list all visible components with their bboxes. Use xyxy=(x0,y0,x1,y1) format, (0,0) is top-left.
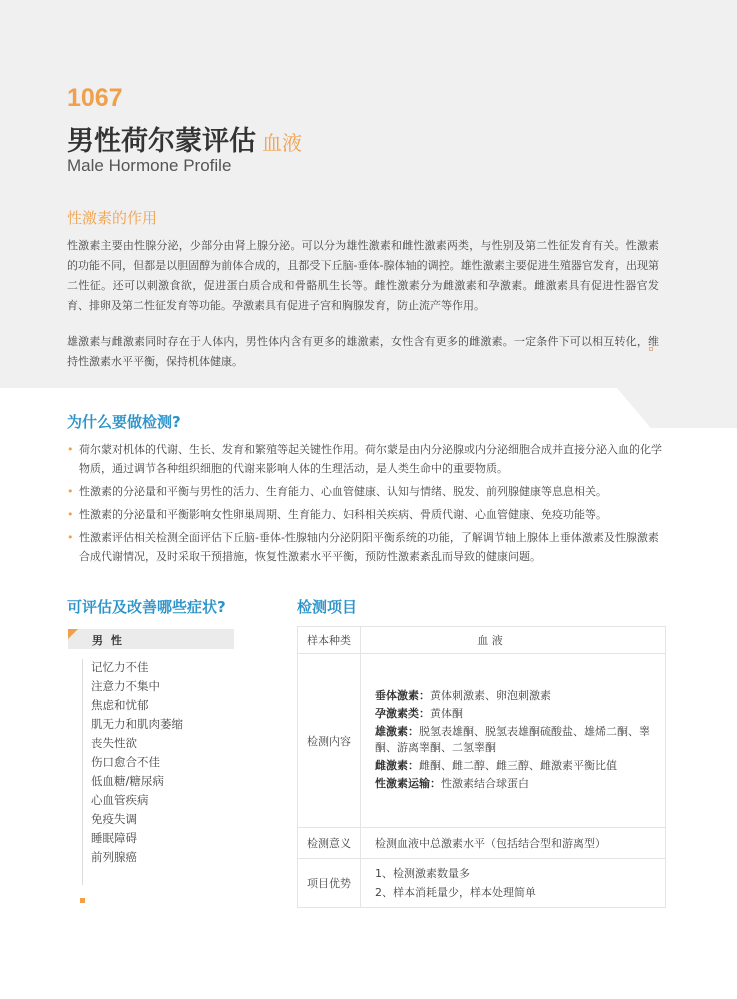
intro-paragraph-2: 雄激素与雌激素同时存在于人体内，男性体内含有更多的雄激素，女性含有更多的雌激素。一定条件下可以相互转化，维持性激素水平平衡，保持机体健康。 xyxy=(67,335,659,368)
meaning-label: 检测意义 xyxy=(298,828,361,859)
english-title: Male Hormone Profile xyxy=(67,156,232,175)
corner-triangle-icon xyxy=(68,629,78,639)
content-cell xyxy=(361,654,666,828)
advantage-item: 1、检测激素数量多 xyxy=(375,867,470,880)
content-key: 垂体激素： xyxy=(375,688,430,702)
advantage-item: 2、样本消耗量少，样本处理简单 xyxy=(375,886,536,899)
list-item: 睡眠障碍 xyxy=(91,831,137,845)
list-item: 伤口愈合不佳 xyxy=(91,755,160,769)
corner-mark xyxy=(649,347,653,351)
content-line xyxy=(375,758,665,774)
symptom-divider xyxy=(82,659,83,885)
table-row xyxy=(298,654,666,828)
list-item xyxy=(67,528,667,566)
list-item xyxy=(67,482,667,501)
content-value: 黄体酮 xyxy=(430,706,463,720)
list-item: 低血糖/糖尿病 xyxy=(91,774,164,788)
bullet-icon: • xyxy=(67,443,74,456)
list-item xyxy=(67,440,667,478)
content-key: 雄激素： xyxy=(375,724,419,738)
why-bullet-list xyxy=(67,440,667,570)
content-value: 雌酮、雌二醇、雌三醇、雌激素平衡比值 xyxy=(419,758,617,772)
bullet-text: 性激素评估相关检测全面评估下丘脑-垂体-性腺轴内分泌阴阳平衡系统的功能，了解调节轴上腺体上垂体激素及性腺激素合成代谢情况，及时采取干预措施，恢复性激素水平平衡，预防性激素紊乱而导致的健康问题。 xyxy=(79,531,659,563)
list-item xyxy=(67,505,667,524)
bullet-icon: • xyxy=(67,485,74,498)
content-label: 检测内容 xyxy=(298,654,361,828)
content-value: 脱氢表雄酮、脱氢表雄酮硫酸盐、雄烯二酮、睾酮、游离睾酮、二氢睾酮 xyxy=(375,724,650,754)
intro-paragraph-1: 性激素主要由性腺分泌，少部分由肾上腺分泌。可以分为雄性激素和雌性激素两类，与性别及第二性征发育有关。性激素的功能不同，但都是以胆固醇为前体合成的，且都受下丘脑-垂体-腺体轴的调控。雄性激素主要促进生殖器官发育，出现第二性征。还可以刺激食欲，促进蛋白质合成和骨骼肌生长等。雌性激素分为雌激素和孕激素。雌激素具有促进性器官发育、排卵及第二性征发育等功能。孕激素具有促进子宫和胸腺发育，防止流产等作用。 xyxy=(67,239,659,312)
content-key: 性激素运输： xyxy=(375,776,441,790)
content-value: 黄体刺激素、卵泡刺激素 xyxy=(430,688,551,702)
bullet-text: 荷尔蒙对机体的代谢、生长、发育和繁殖等起关键性作用。荷尔蒙是由内分泌腺或内分泌细胞合成并直接分泌入血的化学物质，通过调节各种组织细胞的代谢来影响人体的生理活动，是人类生命中的重要物质。 xyxy=(79,443,662,475)
project-table xyxy=(297,626,666,908)
title-main: 男性荷尔蒙评估 xyxy=(67,126,256,157)
content-line xyxy=(375,724,665,756)
symptoms-heading: 可评估及改善哪些症状? xyxy=(67,598,226,616)
content-line xyxy=(375,776,665,792)
bullet-text: 性激素的分泌量和平衡与男性的活力、生育能力、心血管健康、认知与情绪、脱发、前列腺健康等息息相关。 xyxy=(79,485,607,498)
advantage-block xyxy=(375,864,665,902)
meaning-value: 检测血液中总激素水平（包括结合型和游离型） xyxy=(361,828,666,859)
bullet-icon: • xyxy=(67,531,74,544)
list-item: 焦虑和忧郁 xyxy=(91,698,149,712)
advantage-label: 项目优势 xyxy=(298,859,361,908)
male-group-label: 男 性 xyxy=(92,634,124,647)
list-item: 免疫失调 xyxy=(91,812,137,826)
list-item: 肌无力和肌肉萎缩 xyxy=(91,717,183,731)
header-background-tail xyxy=(617,388,737,428)
project-heading: 检测项目 xyxy=(297,598,358,616)
symptom-list xyxy=(91,658,183,867)
bullet-icon: • xyxy=(67,508,74,521)
why-heading: 为什么要做检测? xyxy=(67,413,181,431)
advantage-cell xyxy=(361,859,666,908)
list-item: 注意力不集中 xyxy=(91,679,160,693)
sample-label: 样本种类 xyxy=(298,627,361,654)
intro-heading: 性激素的作用 xyxy=(67,209,158,227)
sample-value: 血 液 xyxy=(361,627,666,654)
table-row xyxy=(298,627,666,654)
content-key: 雌激素： xyxy=(375,758,419,772)
content-key: 孕激素类： xyxy=(375,706,430,720)
table-row xyxy=(298,859,666,908)
content-value: 性激素结合球蛋白 xyxy=(441,776,529,790)
product-code: 1067 xyxy=(67,84,123,112)
content-block xyxy=(375,688,665,792)
content-line xyxy=(375,688,665,704)
list-item: 记忆力不佳 xyxy=(91,660,149,674)
content-line xyxy=(375,706,665,722)
table-row xyxy=(298,828,666,859)
page-title xyxy=(67,119,302,158)
title-suffix: 血液 xyxy=(262,131,302,155)
list-item: 丧失性欲 xyxy=(91,736,137,750)
bullet-text: 性激素的分泌量和平衡影响女性卵巢周期、生育能力、妇科相关疾病、骨质代谢、心血管健康、免疫功能等。 xyxy=(79,508,607,521)
list-item: 前列腺癌 xyxy=(91,850,137,864)
header-background xyxy=(0,0,737,388)
square-dot-icon xyxy=(80,898,85,903)
list-item: 心血管疾病 xyxy=(91,793,149,807)
